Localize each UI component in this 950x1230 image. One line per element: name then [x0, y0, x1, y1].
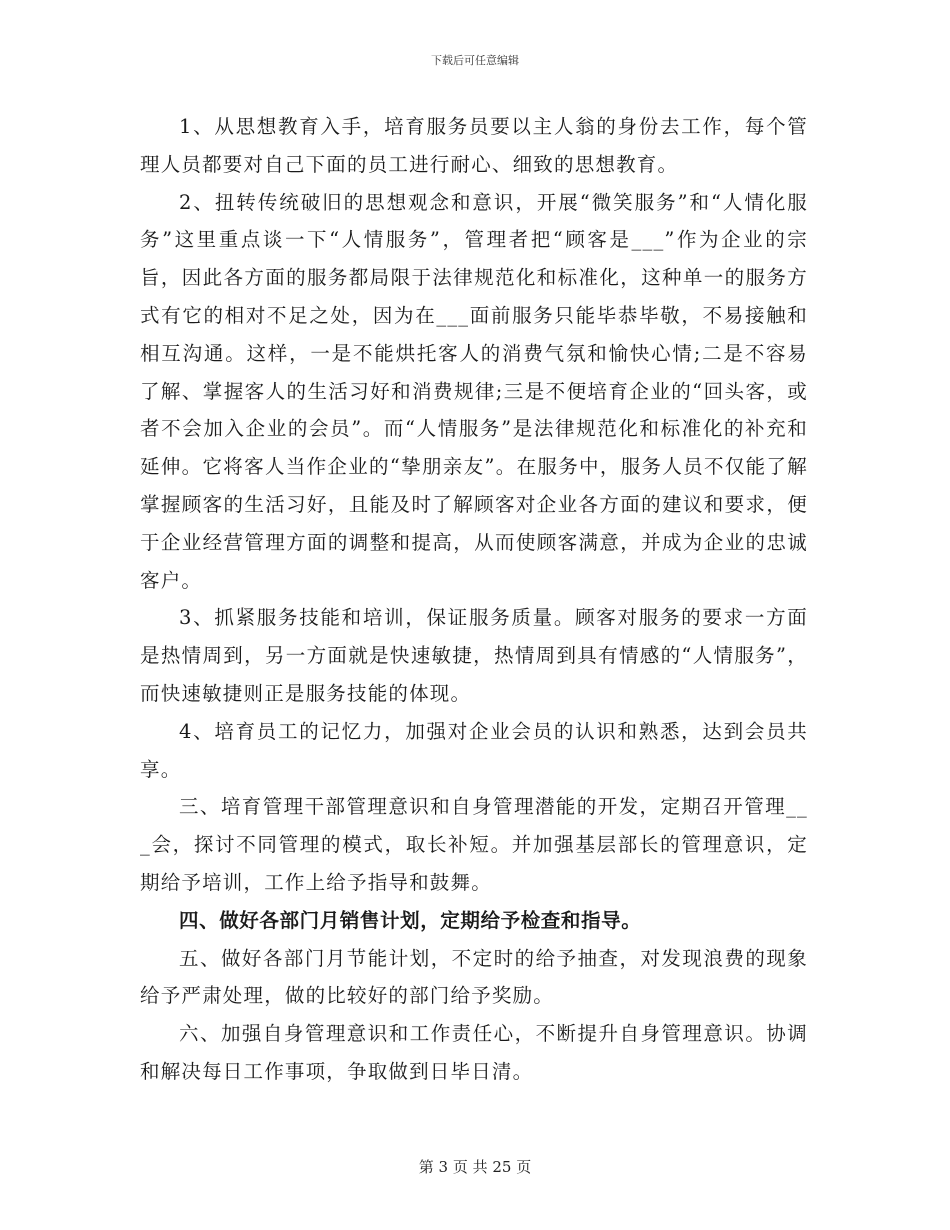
document-body	[140, 108, 808, 1091]
page-header: 下载后可任意编辑	[431, 54, 519, 67]
paragraph-3: 3、抓紧服务技能和培训，保证服务质量。顾客对服务的要求一方面是热情周到，另一方面就是快速敏捷，热情周到具有情感的“人情服务”，而快速敏捷则正是服务技能的体现。	[140, 606, 808, 705]
page-number-footer: 第 3 页 共 25 页	[418, 1158, 532, 1176]
paragraph-section-5: 五、做好各部门月节能计划，不定时的给予抽查，对发现浪费的现象给予严肃处理，做的比较好的部门给予奖励。	[140, 946, 808, 1008]
paragraph-section-6: 六、加强自身管理意识和工作责任心，不断提升自身管理意识。协调和解决每日工作事项，争取做到日毕日清。	[140, 1022, 808, 1083]
paragraph-section-3: 三、培育管理干部管理意识和自身管理潜能的开发，定期召开管理___会，探讨不同管理的模式，取长补短。并加强基层部长的管理意识，定期给予培训，工作上给予指导和鼓舞。	[140, 795, 808, 894]
paragraph-1: 1、从思想教育入手，培育服务员要以主人翁的身份去工作，每个管理人员都要对自己下面的员工进行耐心、细致的思想教育。	[140, 115, 808, 176]
paragraph-section-4-heading: 四、做好各部门月销售计划，定期给予检查和指导。	[179, 908, 642, 932]
paragraph-2: 2、扭转传统破旧的思想观念和意识，开展“微笑服务”和“人情化服务”这里重点谈一下“人情服务”，管理者把“顾客是___”作为企业的宗旨，因此各方面的服务都局限于法律规范化和标准化，这种单一的服务方式有它的相对不足之处，因为在___面前服务只能毕恭毕敬，不易接触和相互沟通。这样，一是不能烘托客人的消费气氛和愉快心情;二是不容易了解、掌握客人的生活习好和消费规律;三是不便培育企业的“回头客，或者不会加入企业的会员”。而“人情服务”是法律规范化和标准化的补充和延伸。它将客人当作企业的“挚朋亲友”。在服务中，服务人员不仅能了解掌握顾客的生活习好，且能及时了解顾客对企业各方面的建议和要求，便于企业经营管理方面的调整和提高，从而使顾客满意，并成为企业的忠诚客户。	[140, 190, 808, 592]
paragraph-4: 4、培育员工的记忆力，加强对企业会员的认识和熟悉，达到会员共享。	[140, 719, 808, 781]
